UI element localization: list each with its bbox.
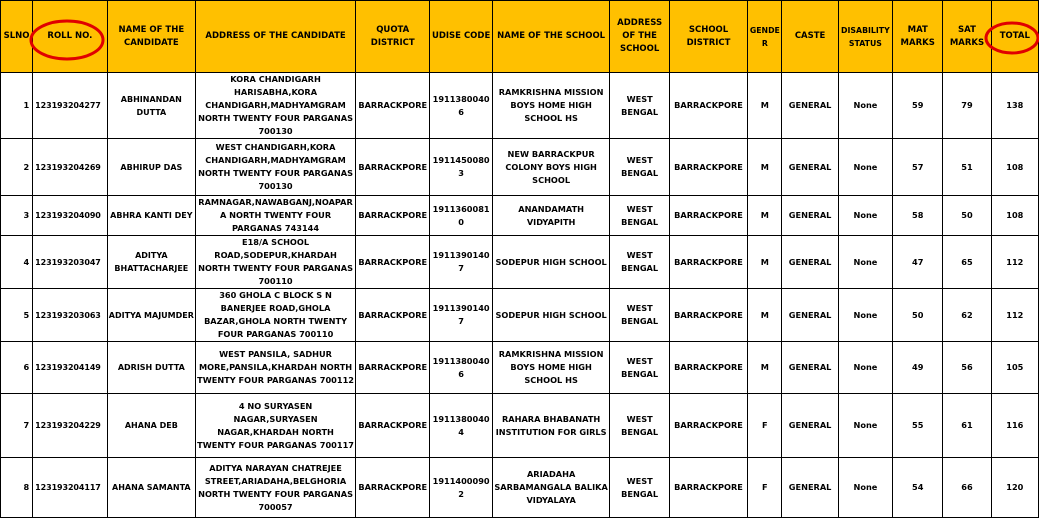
cell-school-address: WEST BENGAL bbox=[610, 289, 669, 342]
header-slno: SLNO bbox=[1, 1, 33, 73]
cell-mat-marks: 54 bbox=[893, 458, 943, 518]
cell-caste: GENERAL bbox=[782, 458, 838, 518]
cell-slno: 5 bbox=[1, 289, 33, 342]
cell-school-name: RAMKRISHNA MISSION BOYS HOME HIGH SCHOOL HS bbox=[492, 73, 610, 139]
cell-total: 112 bbox=[991, 236, 1038, 289]
cell-candidate-name: AHANA DEB bbox=[107, 394, 196, 458]
cell-caste: GENERAL bbox=[782, 342, 838, 394]
cell-candidate-name: ABHINANDAN DUTTA bbox=[107, 73, 196, 139]
cell-caste: GENERAL bbox=[782, 196, 838, 236]
cell-school-name: RAHARA BHABANATH INSTITUTION FOR GIRLS bbox=[492, 394, 610, 458]
cell-mat-marks: 55 bbox=[893, 394, 943, 458]
cell-caste: GENERAL bbox=[782, 73, 838, 139]
cell-candidate-address: 4 NO SURYASEN NAGAR,SURYASEN NAGAR,KHARDAH NORTH TWENTY FOUR PARGANAS 700117 bbox=[196, 394, 356, 458]
cell-gender: F bbox=[748, 458, 782, 518]
cell-gender: M bbox=[748, 196, 782, 236]
cell-mat-marks: 57 bbox=[893, 139, 943, 196]
header-quota-district: QUOTA DISTRICT bbox=[356, 1, 430, 73]
cell-school-address: WEST BENGAL bbox=[610, 236, 669, 289]
cell-sat-marks: 56 bbox=[943, 342, 991, 394]
cell-school-address: WEST BENGAL bbox=[610, 458, 669, 518]
cell-roll-no: 123193204269 bbox=[33, 139, 107, 196]
cell-quota-district: BARRACKPORE bbox=[356, 458, 430, 518]
cell-school-district: BARRACKPORE bbox=[669, 139, 747, 196]
table-body bbox=[1, 73, 1039, 518]
cell-candidate-address: 360 GHOLA C BLOCK S N BANERJEE ROAD,GHOLA BAZAR,GHOLA NORTH TWENTY FOUR PARGANAS 700110 bbox=[196, 289, 356, 342]
cell-candidate-address: WEST PANSILA, SADHUR MORE,PANSILA,KHARDAH NORTH TWENTY FOUR PARGANAS 700112 bbox=[196, 342, 356, 394]
header-school-address: ADDRESS OF THE SCHOOL bbox=[610, 1, 669, 73]
cell-school-address: WEST BENGAL bbox=[610, 139, 669, 196]
cell-candidate-name: ABHRA KANTI DEY bbox=[107, 196, 196, 236]
cell-roll-no: 123193204117 bbox=[33, 458, 107, 518]
header-candidate-name: NAME OF THE CANDIDATE bbox=[107, 1, 196, 73]
cell-roll-no: 123193203047 bbox=[33, 236, 107, 289]
cell-school-address: WEST BENGAL bbox=[610, 342, 669, 394]
cell-mat-marks: 47 bbox=[893, 236, 943, 289]
table-row bbox=[1, 196, 1039, 236]
cell-gender: M bbox=[748, 73, 782, 139]
cell-mat-marks: 50 bbox=[893, 289, 943, 342]
cell-disability: None bbox=[838, 73, 892, 139]
cell-quota-district: BARRACKPORE bbox=[356, 394, 430, 458]
cell-mat-marks: 49 bbox=[893, 342, 943, 394]
cell-caste: GENERAL bbox=[782, 394, 838, 458]
header-caste: CASTE bbox=[782, 1, 838, 73]
cell-mat-marks: 58 bbox=[893, 196, 943, 236]
cell-gender: M bbox=[748, 139, 782, 196]
cell-roll-no: 123193204277 bbox=[33, 73, 107, 139]
table-row bbox=[1, 289, 1039, 342]
cell-quota-district: BARRACKPORE bbox=[356, 236, 430, 289]
cell-roll-no: 123193204229 bbox=[33, 394, 107, 458]
cell-caste: GENERAL bbox=[782, 289, 838, 342]
cell-gender: F bbox=[748, 394, 782, 458]
table-row bbox=[1, 73, 1039, 139]
cell-candidate-name: AHANA SAMANTA bbox=[107, 458, 196, 518]
cell-candidate-address: ADITYA NARAYAN CHATREJEE STREET,ARIADAHA,BELGHORIA NORTH TWENTY FOUR PARGANAS 700057 bbox=[196, 458, 356, 518]
table-row bbox=[1, 458, 1039, 518]
cell-total: 120 bbox=[991, 458, 1038, 518]
cell-quota-district: BARRACKPORE bbox=[356, 342, 430, 394]
cell-school-district: BARRACKPORE bbox=[669, 196, 747, 236]
cell-school-address: WEST BENGAL bbox=[610, 73, 669, 139]
cell-caste: GENERAL bbox=[782, 139, 838, 196]
header-udise-code: UDISE CODE bbox=[430, 1, 492, 73]
cell-quota-district: BARRACKPORE bbox=[356, 196, 430, 236]
header-roll-no: ROLL NO. bbox=[33, 1, 107, 73]
cell-udise-code: 19113800406 bbox=[430, 73, 492, 139]
cell-candidate-name: ADITYA BHATTACHARJEE bbox=[107, 236, 196, 289]
cell-disability: None bbox=[838, 394, 892, 458]
cell-school-district: BARRACKPORE bbox=[669, 342, 747, 394]
table-header bbox=[1, 1, 1039, 73]
cell-candidate-address: KORA CHANDIGARH HARISABHA,KORA CHANDIGARH,MADHYAMGRAM NORTH TWENTY FOUR PARGANAS 700130 bbox=[196, 73, 356, 139]
cell-gender: M bbox=[748, 236, 782, 289]
header-total: TOTAL bbox=[991, 1, 1038, 73]
cell-roll-no: 123193204149 bbox=[33, 342, 107, 394]
cell-school-district: BARRACKPORE bbox=[669, 236, 747, 289]
cell-total: 105 bbox=[991, 342, 1038, 394]
cell-sat-marks: 62 bbox=[943, 289, 991, 342]
cell-candidate-name: ADRISH DUTTA bbox=[107, 342, 196, 394]
cell-slno: 1 bbox=[1, 73, 33, 139]
cell-sat-marks: 50 bbox=[943, 196, 991, 236]
cell-total: 108 bbox=[991, 139, 1038, 196]
table-row bbox=[1, 394, 1039, 458]
table-row bbox=[1, 236, 1039, 289]
cell-candidate-name: ABHIRUP DAS bbox=[107, 139, 196, 196]
cell-slno: 6 bbox=[1, 342, 33, 394]
cell-sat-marks: 66 bbox=[943, 458, 991, 518]
table-row bbox=[1, 342, 1039, 394]
cell-disability: None bbox=[838, 289, 892, 342]
cell-sat-marks: 65 bbox=[943, 236, 991, 289]
cell-sat-marks: 51 bbox=[943, 139, 991, 196]
cell-gender: M bbox=[748, 289, 782, 342]
cell-quota-district: BARRACKPORE bbox=[356, 73, 430, 139]
cell-udise-code: 19114000902 bbox=[430, 458, 492, 518]
cell-school-name: RAMKRISHNA MISSION BOYS HOME HIGH SCHOOL HS bbox=[492, 342, 610, 394]
cell-candidate-address: E18/A SCHOOL ROAD,SODEPUR,KHARDAH NORTH TWENTY FOUR PARGANAS 700110 bbox=[196, 236, 356, 289]
cell-quota-district: BARRACKPORE bbox=[356, 289, 430, 342]
cell-school-name: ANANDAMATH VIDYAPITH bbox=[492, 196, 610, 236]
cell-candidate-address: RAMNAGAR,NAWABGANJ,NOAPARA NORTH TWENTY FOUR PARGANAS 743144 bbox=[196, 196, 356, 236]
cell-udise-code: 19113800406 bbox=[430, 342, 492, 394]
cell-caste: GENERAL bbox=[782, 236, 838, 289]
cell-slno: 2 bbox=[1, 139, 33, 196]
header-disability-status: DISABILITY STATUS bbox=[838, 1, 892, 73]
header-school-district: SCHOOL DISTRICT bbox=[669, 1, 747, 73]
header-gender: GENDER bbox=[748, 1, 782, 73]
cell-roll-no: 123193204090 bbox=[33, 196, 107, 236]
cell-udise-code: 19113901407 bbox=[430, 236, 492, 289]
cell-school-district: BARRACKPORE bbox=[669, 73, 747, 139]
cell-school-name: ARIADAHA SARBAMANGALA BALIKA VIDYALAYA bbox=[492, 458, 610, 518]
cell-sat-marks: 79 bbox=[943, 73, 991, 139]
cell-school-district: BARRACKPORE bbox=[669, 394, 747, 458]
header-row bbox=[1, 1, 1039, 73]
cell-school-name: SODEPUR HIGH SCHOOL bbox=[492, 289, 610, 342]
cell-disability: None bbox=[838, 458, 892, 518]
cell-slno: 7 bbox=[1, 394, 33, 458]
cell-school-address: WEST BENGAL bbox=[610, 196, 669, 236]
cell-udise-code: 19113600810 bbox=[430, 196, 492, 236]
cell-total: 138 bbox=[991, 73, 1038, 139]
cell-candidate-name: ADITYA MAJUMDER bbox=[107, 289, 196, 342]
cell-disability: None bbox=[838, 236, 892, 289]
header-mat-marks: MAT MARKS bbox=[893, 1, 943, 73]
cell-udise-code: 19113901407 bbox=[430, 289, 492, 342]
header-school-name: NAME OF THE SCHOOL bbox=[492, 1, 610, 73]
cell-school-name: NEW BARRACKPUR COLONY BOYS HIGH SCHOOL bbox=[492, 139, 610, 196]
cell-school-address: WEST BENGAL bbox=[610, 394, 669, 458]
cell-disability: None bbox=[838, 196, 892, 236]
table-row bbox=[1, 139, 1039, 196]
cell-disability: None bbox=[838, 342, 892, 394]
header-sat-marks: SAT MARKS bbox=[943, 1, 991, 73]
cell-total: 116 bbox=[991, 394, 1038, 458]
cell-total: 112 bbox=[991, 289, 1038, 342]
cell-total: 108 bbox=[991, 196, 1038, 236]
cell-disability: None bbox=[838, 139, 892, 196]
cell-slno: 4 bbox=[1, 236, 33, 289]
cell-quota-district: BARRACKPORE bbox=[356, 139, 430, 196]
cell-school-district: BARRACKPORE bbox=[669, 458, 747, 518]
cell-school-name: SODEPUR HIGH SCHOOL bbox=[492, 236, 610, 289]
cell-gender: M bbox=[748, 342, 782, 394]
cell-udise-code: 19114500803 bbox=[430, 139, 492, 196]
cell-candidate-address: WEST CHANDIGARH,KORA CHANDIGARH,MADHYAMGRAM NORTH TWENTY FOUR PARGANAS 700130 bbox=[196, 139, 356, 196]
cell-udise-code: 19113800404 bbox=[430, 394, 492, 458]
cell-sat-marks: 61 bbox=[943, 394, 991, 458]
cell-slno: 3 bbox=[1, 196, 33, 236]
header-candidate-address: ADDRESS OF THE CANDIDATE bbox=[196, 1, 356, 73]
cell-mat-marks: 59 bbox=[893, 73, 943, 139]
cell-roll-no: 123193203063 bbox=[33, 289, 107, 342]
cell-school-district: BARRACKPORE bbox=[669, 289, 747, 342]
cell-slno: 8 bbox=[1, 458, 33, 518]
